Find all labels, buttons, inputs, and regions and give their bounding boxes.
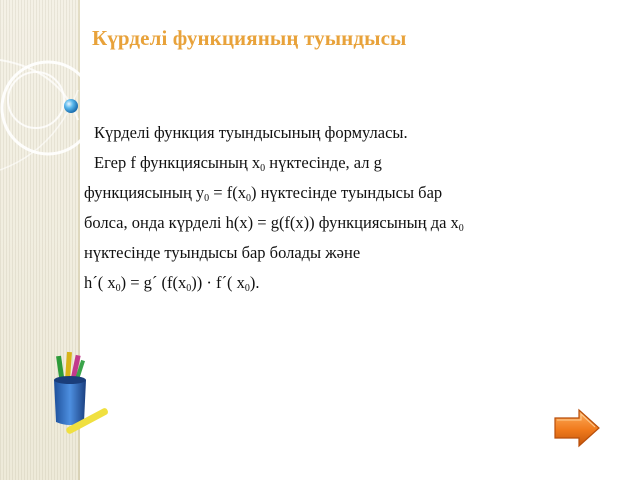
- subscript: 0: [458, 223, 464, 234]
- subscript: 0: [115, 283, 121, 294]
- slide-title: Күрделі функцияның туындысы: [92, 26, 407, 50]
- body-text: болса, онда күрделі h(x) = g(f(x)) функциясының да x: [84, 213, 459, 232]
- body-text: функциясының y: [84, 183, 205, 202]
- body-line-3: [84, 178, 604, 208]
- body-text: ) = g´ (f(x: [120, 273, 187, 292]
- body-text: ) нүктесінде туындысы бар: [250, 183, 443, 202]
- body-line-2: [84, 148, 604, 178]
- body-text: нүктесінде туындысы бар болады және: [84, 243, 361, 262]
- slide-body: [84, 118, 604, 298]
- body-line-6: [84, 268, 604, 298]
- body-text: )) · f´( x: [191, 273, 245, 292]
- body-text: нүктесінде, ал g: [265, 153, 382, 172]
- body-line-1: [84, 118, 604, 148]
- body-text: Күрделі функция туындысының формуласы.: [94, 123, 408, 142]
- subscript: 0: [186, 283, 192, 294]
- body-text: ).: [249, 273, 260, 292]
- subscript: 0: [204, 193, 210, 204]
- body-line-5: [84, 238, 604, 268]
- subscript: 0: [245, 193, 251, 204]
- body-text: Егер f функциясының x: [94, 153, 261, 172]
- body-text: h´( x: [84, 273, 116, 292]
- subscript: 0: [260, 163, 266, 174]
- body-line-4: [84, 208, 604, 238]
- next-arrow-icon[interactable]: [553, 408, 601, 448]
- subscript: 0: [244, 283, 250, 294]
- body-text: = f(x: [209, 183, 246, 202]
